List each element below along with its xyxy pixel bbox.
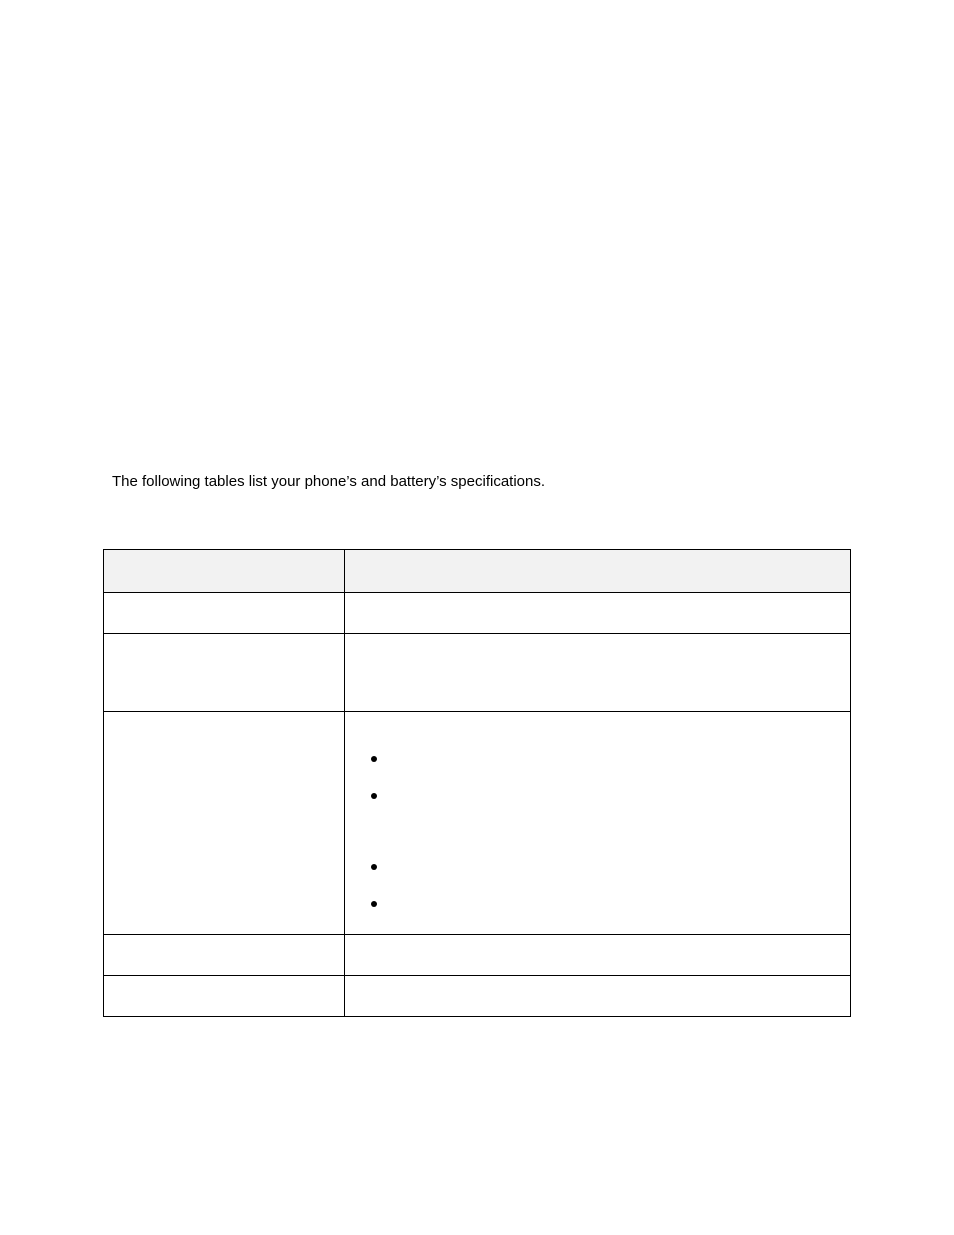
table-header-cell-item [104, 550, 345, 593]
row-label-cell [104, 935, 345, 976]
bullet-dot-icon [371, 756, 377, 762]
bullet-item [371, 894, 377, 914]
row-label-cell [104, 712, 345, 935]
table-row [104, 935, 851, 976]
intro-paragraph: The following tables list your phone’s and battery’s specifications. [112, 473, 546, 490]
row-value-cell [345, 976, 851, 1017]
bullet-dot-icon [371, 793, 377, 799]
bullet-dot-icon [371, 864, 377, 870]
bullet-dot-icon [371, 901, 377, 907]
row-value-cell [345, 712, 851, 935]
row-label-cell [104, 634, 345, 712]
bullet-item [371, 749, 377, 769]
row-label-cell [104, 976, 345, 1017]
table-header-cell-spec [345, 550, 851, 593]
table-row [104, 712, 851, 935]
row-value-cell [345, 935, 851, 976]
table-row [104, 634, 851, 712]
bullet-item [371, 786, 377, 806]
bullet-list [345, 712, 850, 934]
bullet-item [371, 857, 377, 877]
table-row [104, 593, 851, 634]
specifications-table [103, 549, 851, 1017]
row-value-cell [345, 593, 851, 634]
row-label-cell [104, 593, 345, 634]
row-value-cell [345, 634, 851, 712]
table-row [104, 976, 851, 1017]
table-header-row [104, 550, 851, 593]
